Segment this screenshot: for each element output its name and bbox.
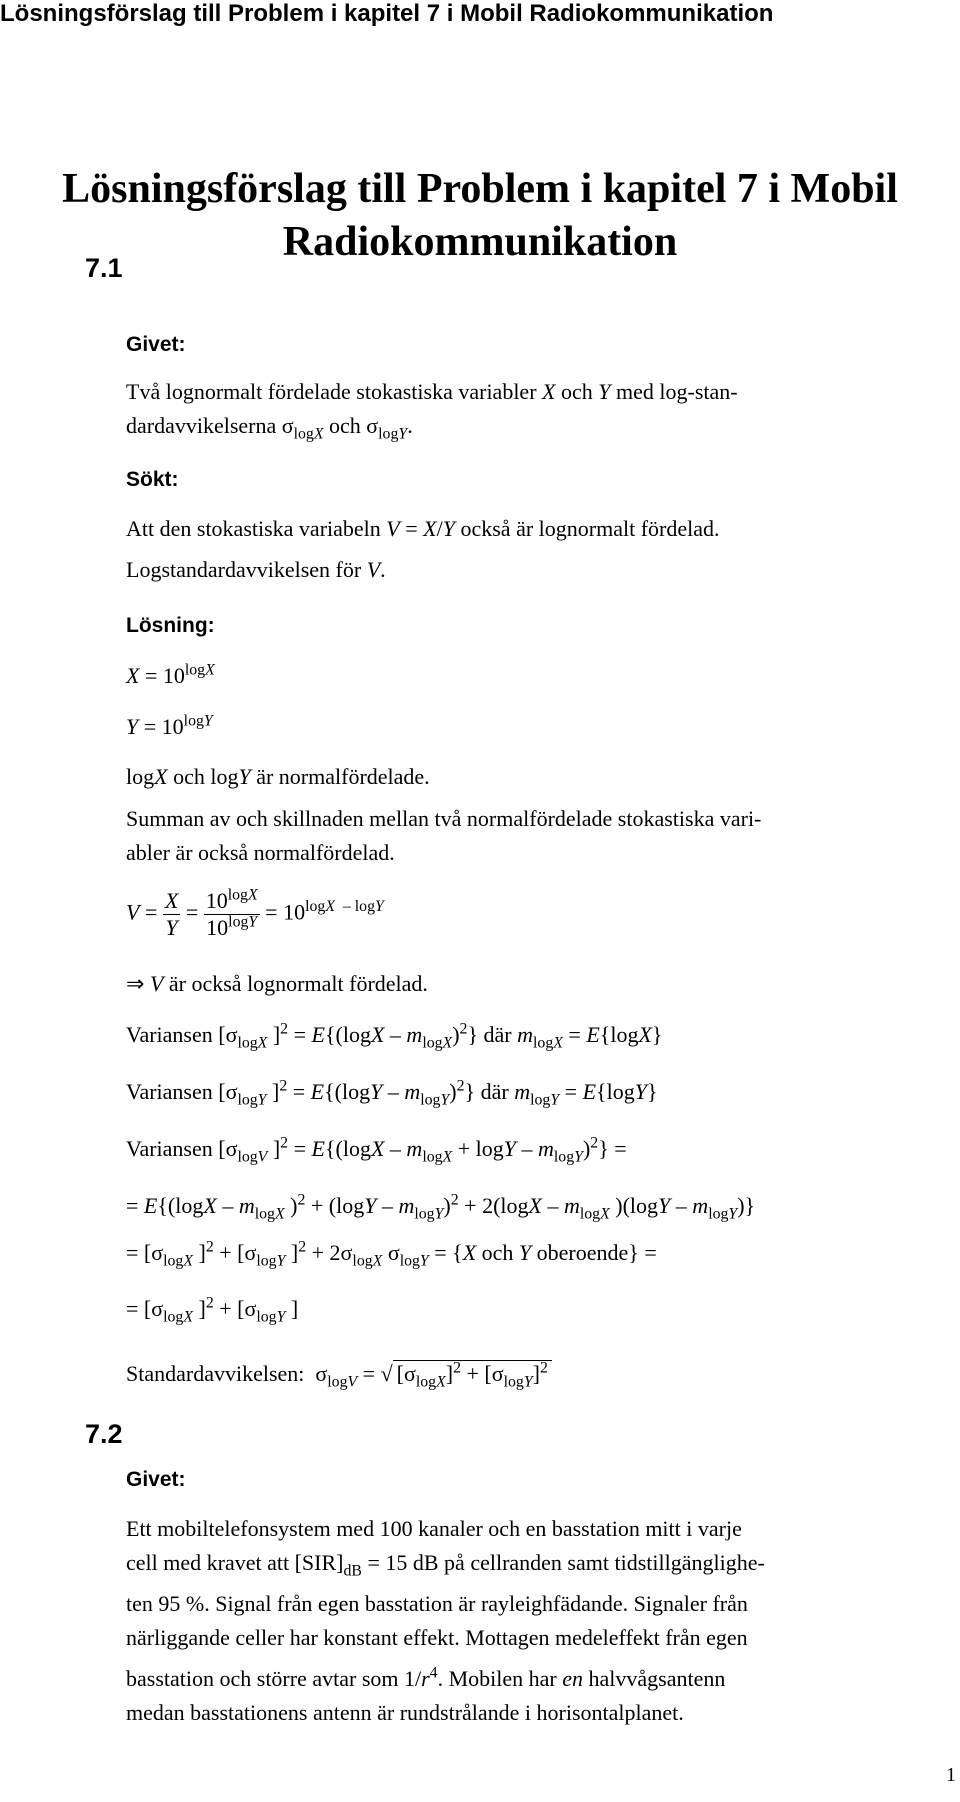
standard-deviation: Standardavvikelsen: $\sigma_{logV}$ = √ $[\sigma_{logX}]^2 + [\sigma_{logY}]^2$ bbox=[126, 1360, 552, 1387]
givet-text-line2: dardavvikelserna $\sigma_{logX}$ och $\sigma_{logY}$. bbox=[126, 413, 413, 443]
sokt-label-7-1: Sökt: bbox=[126, 468, 179, 491]
variance-y: Variansen [$\sigma_{logY}$ ]$^2 = E\{(\log Y - m_{logY})^2\}$ där $m_{logY} = E\{\log Y\}$ bbox=[126, 1077, 658, 1109]
variance-final: = [$\sigma_{logX}$ ]$^2 + [\sigma_{logY}$ ] bbox=[126, 1294, 299, 1326]
page-title bbox=[0, 163, 960, 269]
sokt-text-line1: Att den stokastiska variabeln V = X/Y också är lognormalt fördelad. bbox=[126, 516, 720, 541]
std-label: Standardavvikelsen: bbox=[126, 1361, 305, 1386]
sokt-text-line2: Logstandardavvikelsen för V. bbox=[126, 557, 386, 582]
problem-7-2-line4: närliggande celler har konstant effekt. Mottagen medeleffekt från egen bbox=[126, 1625, 748, 1650]
problem-7-2-line2: cell med kravet att $[SIR]_{dB} = 15$ dB på cellranden samt tidstillgänglighe- bbox=[126, 1550, 765, 1580]
problem-7-2-line6: medan basstationens antenn är rundstrålande i horisontalplanet. bbox=[126, 1700, 684, 1725]
running-header: Lösningsförslag till Problem i kapitel 7 i Mobil Radiokommunikation bbox=[0, 0, 774, 27]
equation-v: V = $\frac{X}{Y}$ = $\frac{10^{logX}}{10^{logY}}$ = $10^{logX - logY}$ bbox=[126, 886, 384, 940]
givet-label-7-1: Givet: bbox=[126, 333, 186, 356]
losning-label-7-1: Lösning: bbox=[126, 614, 215, 637]
variance-expansion: = $E\{(\log X - m_{logX}$ )$^2 + (\log Y - m_{logY})^2 + 2(\log X - m_{logX}$ )$(\log Y - m_{logY})$} bbox=[126, 1191, 756, 1223]
problem-7-2-line3: ten 95 %. Signal från egen basstation är rayleighfädande. Signaler från bbox=[126, 1591, 748, 1616]
page-title-line2: Radiokommunikation bbox=[282, 219, 678, 265]
equation-y: $Y = 10^{logY}$ bbox=[126, 712, 213, 739]
page-number: 1 bbox=[946, 1764, 956, 1786]
givet-label-7-2: Givet: bbox=[126, 1468, 186, 1491]
normal-statement: logX och logY är normalfördelade. bbox=[126, 764, 430, 789]
variance-v: Variansen [$\sigma_{logV}$ ]$^2 = E\{(\log X - m_{logX} + \log Y - m_{logY})^2\}$ = bbox=[126, 1134, 627, 1166]
sum-statement-line1: Summan av och skillnaden mellan två normalfördelade stokastiska vari- bbox=[126, 806, 762, 831]
problem-7-2-line1: Ett mobiltelefonsystem med 100 kanaler och en basstation mitt i varje bbox=[126, 1516, 742, 1541]
sum-statement-line2: abler är också normalfördelad. bbox=[126, 840, 395, 865]
section-number-7-2: 7.2 bbox=[85, 1419, 123, 1449]
page-title-line1: Lösningsförslag till Problem i kapitel 7 i Mobil bbox=[62, 166, 898, 212]
section-number-7-1: 7.1 bbox=[85, 253, 123, 283]
givet-text-line1: Två lognormalt fördelade stokastiska variabler X och Y med log-stan- bbox=[126, 379, 738, 404]
equation-x: $X = 10^{logX}$ bbox=[126, 661, 215, 688]
problem-7-2-line5: basstation och större avtar som $1/r^4$. Mobilen har en halvvågsantenn bbox=[126, 1664, 726, 1691]
variance-x: Variansen [$\sigma_{logX}$ ]$^2 = E\{(\log X - m_{logX})^2\}$ där $m_{logX} = E\{\log X\}$ bbox=[126, 1020, 663, 1052]
variance-independence: = [$\sigma_{logX}$ ]$^2 + [\sigma_{logY}$ ]$^2 + 2\sigma_{logX}$ $\sigma_{logY} = \{X$ och Y oberoende} = bbox=[126, 1238, 657, 1270]
implies-statement: ⇒ V är också lognormalt fördelad. bbox=[126, 971, 428, 996]
